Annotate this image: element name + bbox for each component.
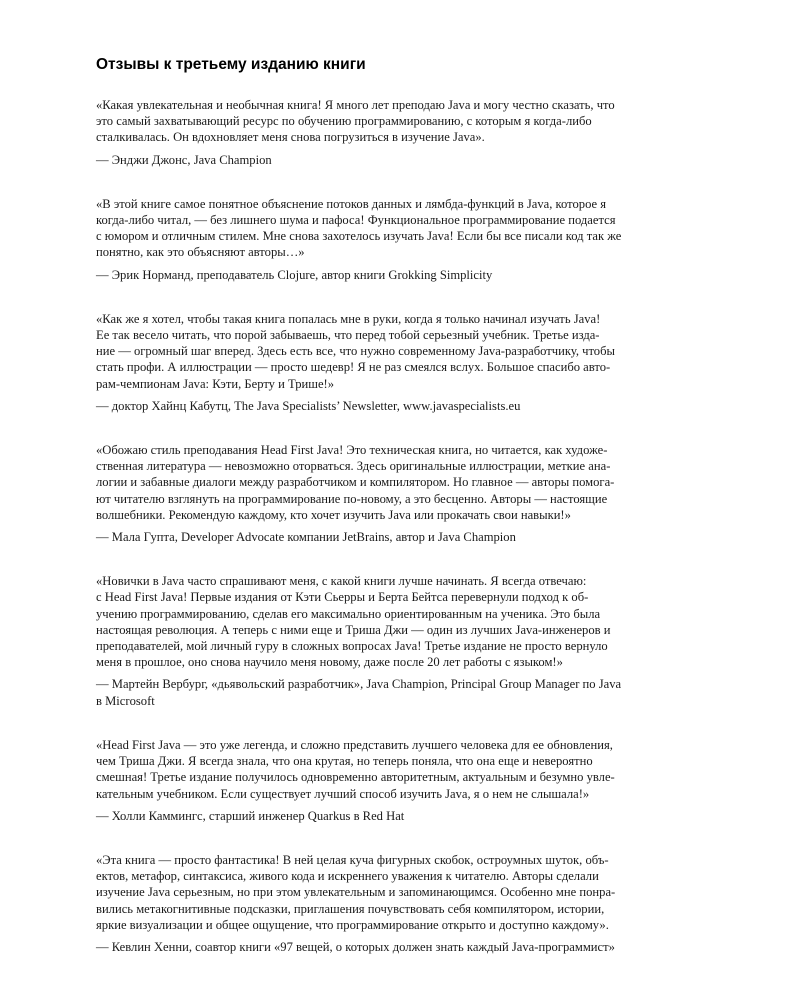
page-title: Отзывы к третьему изданию книги — [96, 56, 366, 73]
author-line: — Мартейн Вербург, «дьявольский разработчик», Java Champion, Principal Group Manager по Java — [96, 677, 622, 692]
quote-line: это самый захватывающий ресурс по обучению программированию, с которым я когда-либо — [96, 114, 592, 129]
quote-line: волшебники. Рекомендую каждому, кто хочет изучить Java или прокачать свои навыки!» — [96, 507, 571, 522]
review-6 — [96, 737, 656, 824]
quote-line: учению программированию, сделав его максимально ориентированным на ученика. Это была — [96, 606, 601, 621]
author-line: — Эрик Норманд, преподаватель Clojure, автор книги Grokking Simplicity — [96, 267, 493, 282]
quote-line: «Новички в Java часто спрашивают меня, с какой книги лучше начинать. Я всегда отвечаю: — [96, 574, 587, 589]
author-line: — Кевлин Хенни, соавтор книги «97 вещей, о которых должен знать каждый Java-программист» — [96, 939, 615, 954]
review-1 — [96, 97, 656, 168]
review-author — [96, 529, 656, 545]
quote-line: яркие визуализации и общее ощущение, что программирование открыто и доступно каждому». — [96, 917, 609, 932]
quote-line: логии и забавные диалоги между разработчиком и компилятором. Но главное — авторы помога- — [96, 475, 615, 490]
review-author — [96, 676, 656, 708]
page-content — [96, 56, 656, 955]
review-7 — [96, 852, 656, 955]
quote-line: «Как же я хотел, чтобы такая книга попалась мне в руки, когда я только начинал изучать Java! — [96, 311, 601, 326]
quote-line: «Какая увлекательная и необычная книга! Я много лет преподаю Java и могу честно сказать, что — [96, 98, 615, 112]
review-4 — [96, 442, 656, 545]
review-author — [96, 398, 656, 414]
review-quote — [96, 311, 656, 392]
quote-line: настоящая революция. А теперь с ними еще и Триша Джи — один из лучших Java-инженеров и — [96, 622, 611, 637]
quote-line: «Эта книга — просто фантастика! В ней целая куча фигурных скобок, остроумных шуток, объ- — [96, 852, 609, 867]
review-author — [96, 808, 656, 824]
review-5 — [96, 573, 656, 709]
quote-line: с Head First Java! Первые издания от Кэти Сьерры и Берта Бейтса перевернули подход к об- — [96, 590, 589, 605]
review-quote — [96, 737, 656, 802]
author-line: — доктор Хайнц Кабутц, The Java Specialists’ Newsletter, www.javaspecialists.eu — [96, 398, 521, 413]
review-author — [96, 152, 656, 168]
review-quote — [96, 442, 656, 523]
quote-line: «Обожаю стиль преподавания Head First Java! Это техническая книга, но читается, как художе- — [96, 443, 608, 458]
quote-line: кательным учебником. Если существует лучший способ изучить Java, я о нем не слышала!» — [96, 786, 590, 801]
review-quote — [96, 573, 656, 670]
quote-line: «Head First Java — это уже легенда, и сложно представить лучшего человека для ее обновления, — [96, 737, 613, 752]
quote-line: ют читателю взглянуть на программирование по-новому, а это бесценно. Авторы — настоящие — [96, 491, 608, 506]
quote-line: чем Триша Джи. Я всегда знала, что она крутая, но теперь поняла, что она еще и невероятно — [96, 754, 593, 769]
review-3 — [96, 311, 656, 414]
quote-line: ектов, метафор, синтаксиса, живого кода и искреннего уважения к читателю. Авторы сделали — [96, 869, 599, 884]
review-quote — [96, 97, 656, 146]
quote-line: вились метакогнитивные подсказки, приглашения почувствовать себя компилятором, истории, — [96, 901, 605, 916]
author-line: — Мала Гупта, Developer Advocate компании JetBrains, автор и Java Champion — [96, 530, 516, 545]
review-quote — [96, 196, 656, 261]
review-quote — [96, 852, 656, 933]
author-line: в Microsoft — [96, 693, 155, 708]
author-line: — Холли Каммингс, старший инженер Quarkus в Red Hat — [96, 808, 405, 823]
quote-line: смешная! Третье издание получилось одновременно авторитетным, актуальным и безумно увле- — [96, 770, 615, 785]
quote-line: рам-чемпионам Java: Кэти, Берту и Трише!» — [96, 376, 335, 391]
review-author — [96, 939, 656, 955]
quote-line: ственная литература — невозможно оторваться. Здесь оригинальные иллюстрации, меткие ана- — [96, 459, 611, 474]
quote-line: когда-либо читал, — без лишнего шума и пафоса! Функциональное программирование подается — [96, 213, 616, 228]
quote-line: с юмором и отличным стилем. Мне снова захотелось изучать Java! Если бы все писали код так же — [96, 229, 622, 244]
quote-line: стать профи. А иллюстрации — просто шедевр! Я не раз смеялся вслух. Большое спасибо авто- — [96, 360, 611, 375]
quote-line: понятно, как это объясняют авторы…» — [96, 245, 305, 260]
review-2 — [96, 196, 656, 283]
author-line: — Энджи Джонс, Java Champion — [96, 152, 272, 167]
quote-line: сталкивалась. Он вдохновляет меня снова погрузиться в изучение Java». — [96, 130, 485, 145]
quote-line: меня в прошлое, оно снова научило меня новому, даже после 20 лет работы с языком!» — [96, 655, 563, 670]
review-author — [96, 267, 656, 283]
quote-line: ние — огромный шаг вперед. Здесь есть все, что нужно современному Java-разработчику, чтобы — [96, 344, 615, 359]
quote-line: преподавателей, мой личный гуру в сложных вопросах Java! Третье издание не просто вернуло — [96, 639, 608, 654]
quote-line: «В этой книге самое понятное объяснение потоков данных и лямбда-функций в Java, которое я — [96, 196, 607, 211]
quote-line: Ее так весело читать, что порой забываешь, что перед тобой серьезный учебник. Третье изда- — [96, 328, 600, 343]
reviews-list — [96, 97, 656, 955]
quote-line: изучение Java серьезным, но при этом увлекательным и запоминающимся. Особенно мне понра- — [96, 885, 616, 900]
